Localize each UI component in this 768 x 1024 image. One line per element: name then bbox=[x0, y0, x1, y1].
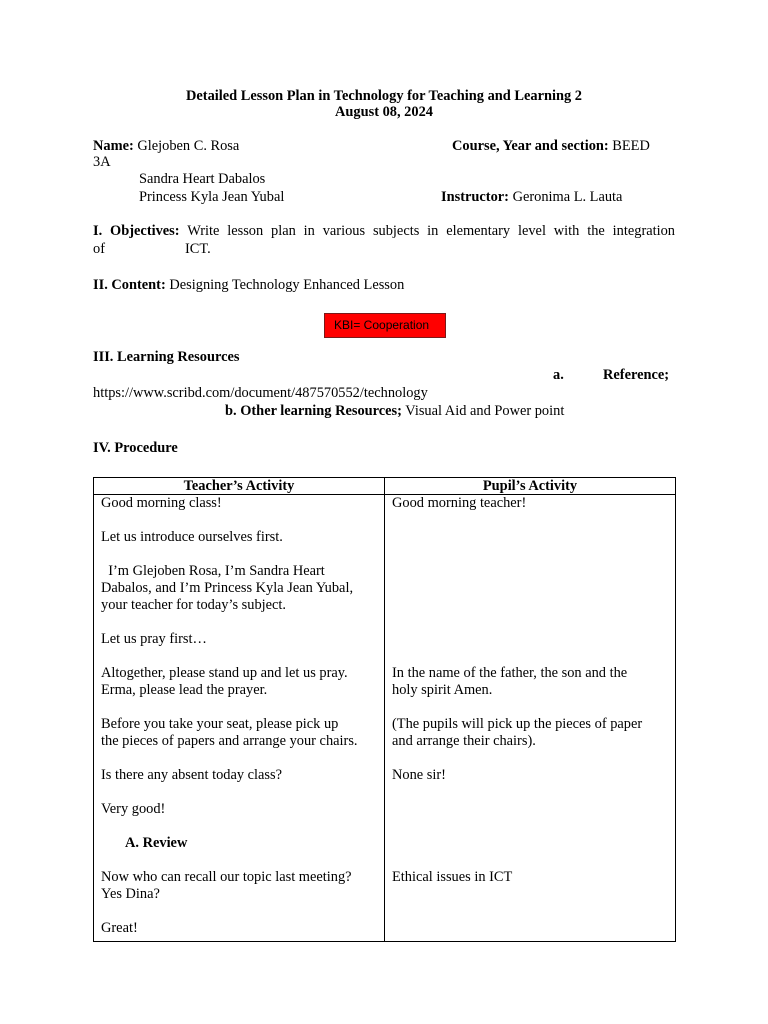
name-value-2: Sandra Heart Dabalos bbox=[139, 171, 266, 187]
pupil-activity-line: In the name of the father, the son and the bbox=[392, 665, 628, 681]
reference-label: Reference; bbox=[603, 367, 670, 383]
pupil-activity-line bbox=[392, 529, 668, 546]
pupil-activity-line: Good morning teacher! bbox=[392, 495, 527, 511]
teacher-activity-cell bbox=[94, 495, 385, 942]
teacher-activity-line bbox=[101, 852, 377, 869]
content-line bbox=[93, 277, 404, 294]
course-value: BEED bbox=[612, 138, 650, 154]
resources-heading: III. Learning Resources bbox=[93, 349, 240, 365]
content-value: Designing Technology Enhanced Lesson bbox=[169, 277, 405, 293]
pupil-activity-line: None sir! bbox=[392, 767, 446, 783]
content-label: II. Content: bbox=[93, 277, 166, 293]
procedure-table bbox=[93, 477, 676, 942]
teacher-activity-line bbox=[101, 818, 377, 835]
teacher-activity-line: Great! bbox=[101, 920, 138, 936]
teacher-activity-line: Dabalos, and I’m Princess Kyla Jean Yubal, bbox=[101, 580, 354, 596]
instructor-label: Instructor: bbox=[441, 189, 509, 205]
teacher-activity-line: your teacher for today’s subject. bbox=[101, 597, 287, 613]
pupil-activity-line bbox=[392, 563, 668, 580]
procedure-heading: IV. Procedure bbox=[93, 440, 178, 456]
teacher-activity-line bbox=[101, 750, 377, 767]
pupil-activity-line bbox=[392, 648, 668, 665]
name-line bbox=[93, 138, 239, 155]
teacher-activity-line bbox=[101, 784, 377, 801]
course-label: Course, Year and section: bbox=[452, 138, 609, 154]
pupil-activity-line bbox=[392, 631, 668, 648]
pupil-activity-line bbox=[392, 801, 668, 818]
pupil-activity-line bbox=[392, 903, 668, 920]
teacher-activity-line: Yes Dina? bbox=[101, 886, 160, 902]
teacher-activity-line: Let us introduce ourselves first. bbox=[101, 529, 283, 545]
course-line bbox=[452, 138, 650, 155]
teacher-activity-line: Good morning class! bbox=[101, 495, 222, 511]
objectives-text: Write lesson plan in various subjects in elementary level with the integration bbox=[187, 223, 676, 239]
teacher-activity-line: Before you take your seat, please pick up bbox=[101, 716, 339, 732]
other-resources-line bbox=[225, 403, 564, 420]
instructor-value: Geronima L. Lauta bbox=[512, 189, 623, 205]
teacher-activity-line bbox=[101, 699, 377, 716]
teacher-activity-line bbox=[101, 648, 377, 665]
reference-url: https://www.scribd.com/document/487570552/technology bbox=[93, 385, 428, 401]
teacher-activity-line: A. Review bbox=[125, 835, 188, 851]
name-value-1: Glejoben C. Rosa bbox=[137, 138, 240, 154]
objectives-label: I. Objectives: bbox=[93, 223, 180, 239]
pupil-activity-line bbox=[392, 852, 668, 869]
pupil-activity-line bbox=[392, 818, 668, 835]
objectives-continued-ict: ICT. bbox=[185, 241, 211, 257]
pupil-activity-line bbox=[392, 699, 668, 716]
name-value-3: Princess Kyla Jean Yubal bbox=[139, 189, 285, 205]
teacher-activity-line: I’m Glejoben Rosa, I’m Sandra Heart bbox=[101, 563, 325, 579]
pupil-activity-line bbox=[392, 750, 668, 767]
teacher-activity-line bbox=[101, 614, 377, 631]
pupil-activity-line bbox=[392, 614, 668, 631]
other-resources-value: Visual Aid and Power point bbox=[405, 403, 565, 419]
document-date: August 08, 2024 bbox=[335, 104, 433, 120]
teacher-activity-line: Very good! bbox=[101, 801, 166, 817]
name-label: Name: bbox=[93, 138, 134, 154]
pupil-activity-header: Pupil’s Activity bbox=[385, 478, 676, 495]
teacher-activity-line: Now who can recall our topic last meeting? bbox=[101, 869, 352, 885]
objectives-line bbox=[93, 223, 675, 240]
teacher-activity-line: the pieces of papers and arrange your chairs. bbox=[101, 733, 358, 749]
pupil-activity-cell bbox=[385, 495, 676, 942]
teacher-activity-line: Is there any absent today class? bbox=[101, 767, 283, 783]
teacher-activity-line: Altogether, please stand up and let us pray. bbox=[101, 665, 348, 681]
table-row bbox=[94, 495, 676, 942]
pupil-activity-line: and arrange their chairs). bbox=[392, 733, 536, 749]
reference-letter: a. bbox=[553, 367, 564, 383]
pupil-activity-line bbox=[392, 886, 668, 903]
teacher-activity-line: Let us pray first… bbox=[101, 631, 207, 647]
pupil-activity-line bbox=[392, 597, 668, 614]
teacher-activity-header: Teacher’s Activity bbox=[94, 478, 385, 495]
course-value-continued: 3A bbox=[93, 154, 111, 170]
pupil-activity-line bbox=[392, 580, 668, 597]
teacher-activity-line bbox=[101, 903, 377, 920]
instructor-line bbox=[441, 189, 622, 206]
document-title: Detailed Lesson Plan in Technology for Teaching and Learning 2 bbox=[186, 88, 582, 104]
pupil-activity-line bbox=[392, 784, 668, 801]
procedure-table-header bbox=[94, 478, 676, 495]
pupil-activity-line bbox=[392, 835, 668, 852]
other-resources-label: b. Other learning Resources; bbox=[225, 403, 402, 419]
teacher-activity-line bbox=[101, 546, 377, 563]
pupil-activity-line bbox=[392, 920, 668, 937]
pupil-activity-line: Ethical issues in ICT bbox=[392, 869, 513, 885]
teacher-activity-line: Erma, please lead the prayer. bbox=[101, 682, 268, 698]
pupil-activity-line: holy spirit Amen. bbox=[392, 682, 493, 698]
pupil-activity-line bbox=[392, 512, 668, 529]
teacher-activity-line bbox=[101, 512, 377, 529]
pupil-activity-line: (The pupils will pick up the pieces of paper bbox=[392, 716, 643, 732]
pupil-activity-line bbox=[392, 546, 668, 563]
kbi-value-box: KBI= Cooperation bbox=[324, 313, 446, 338]
objectives-continued-of: of bbox=[93, 241, 105, 257]
